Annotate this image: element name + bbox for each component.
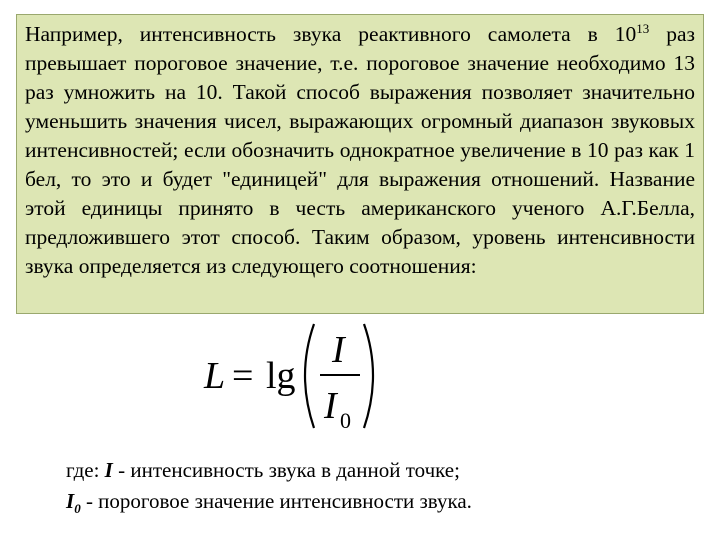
paragraph-part1: Например, интенсивность звука реактивного самолета в 10 bbox=[25, 22, 637, 46]
right-paren bbox=[364, 324, 373, 428]
formula-svg bbox=[200, 318, 390, 433]
legend bbox=[66, 455, 472, 517]
exponent: 13 bbox=[636, 21, 650, 36]
formula-equals: = bbox=[232, 355, 254, 397]
formula-numerator: I bbox=[332, 329, 345, 371]
legend-line1-text: - интенсивность звука в данной точке; bbox=[112, 458, 460, 482]
formula bbox=[200, 318, 390, 433]
legend-symbol-I0: I bbox=[66, 489, 75, 513]
formula-denominator: I bbox=[324, 385, 337, 427]
legend-line-2 bbox=[66, 486, 472, 517]
legend-prefix: где: bbox=[66, 458, 105, 482]
formula-lhs: L bbox=[204, 355, 226, 397]
main-paragraph bbox=[25, 20, 695, 281]
left-paren bbox=[305, 324, 314, 428]
legend-symbol-I: I bbox=[104, 458, 113, 482]
legend-line-1 bbox=[66, 455, 472, 486]
formula-denominator-sub: 0 bbox=[340, 408, 351, 433]
paragraph-part2: раз превышает пороговое значение, т.е. пороговое значение необходимо 13 раз умножить на 10. Такой способ выражения позволяет значительно уменьшить значения чисел, выражающих огромный диапазон звуковых интенсивностей; если обозначить однократное увеличение в 10 раз как 1 бел, то это и будет "единицей" для выражения отношений. Название этой единицы принято в честь американского ученого А.Г.Белла, предложившего этот способ. Таким образом, уровень интенсивности звука определяется из следующего соотношения: bbox=[25, 22, 695, 278]
formula-func: lg bbox=[266, 355, 296, 397]
legend-symbol-sub: 0 bbox=[74, 501, 81, 517]
text-block bbox=[16, 14, 704, 314]
legend-line2-text: - пороговое значение интенсивности звука. bbox=[80, 489, 472, 513]
